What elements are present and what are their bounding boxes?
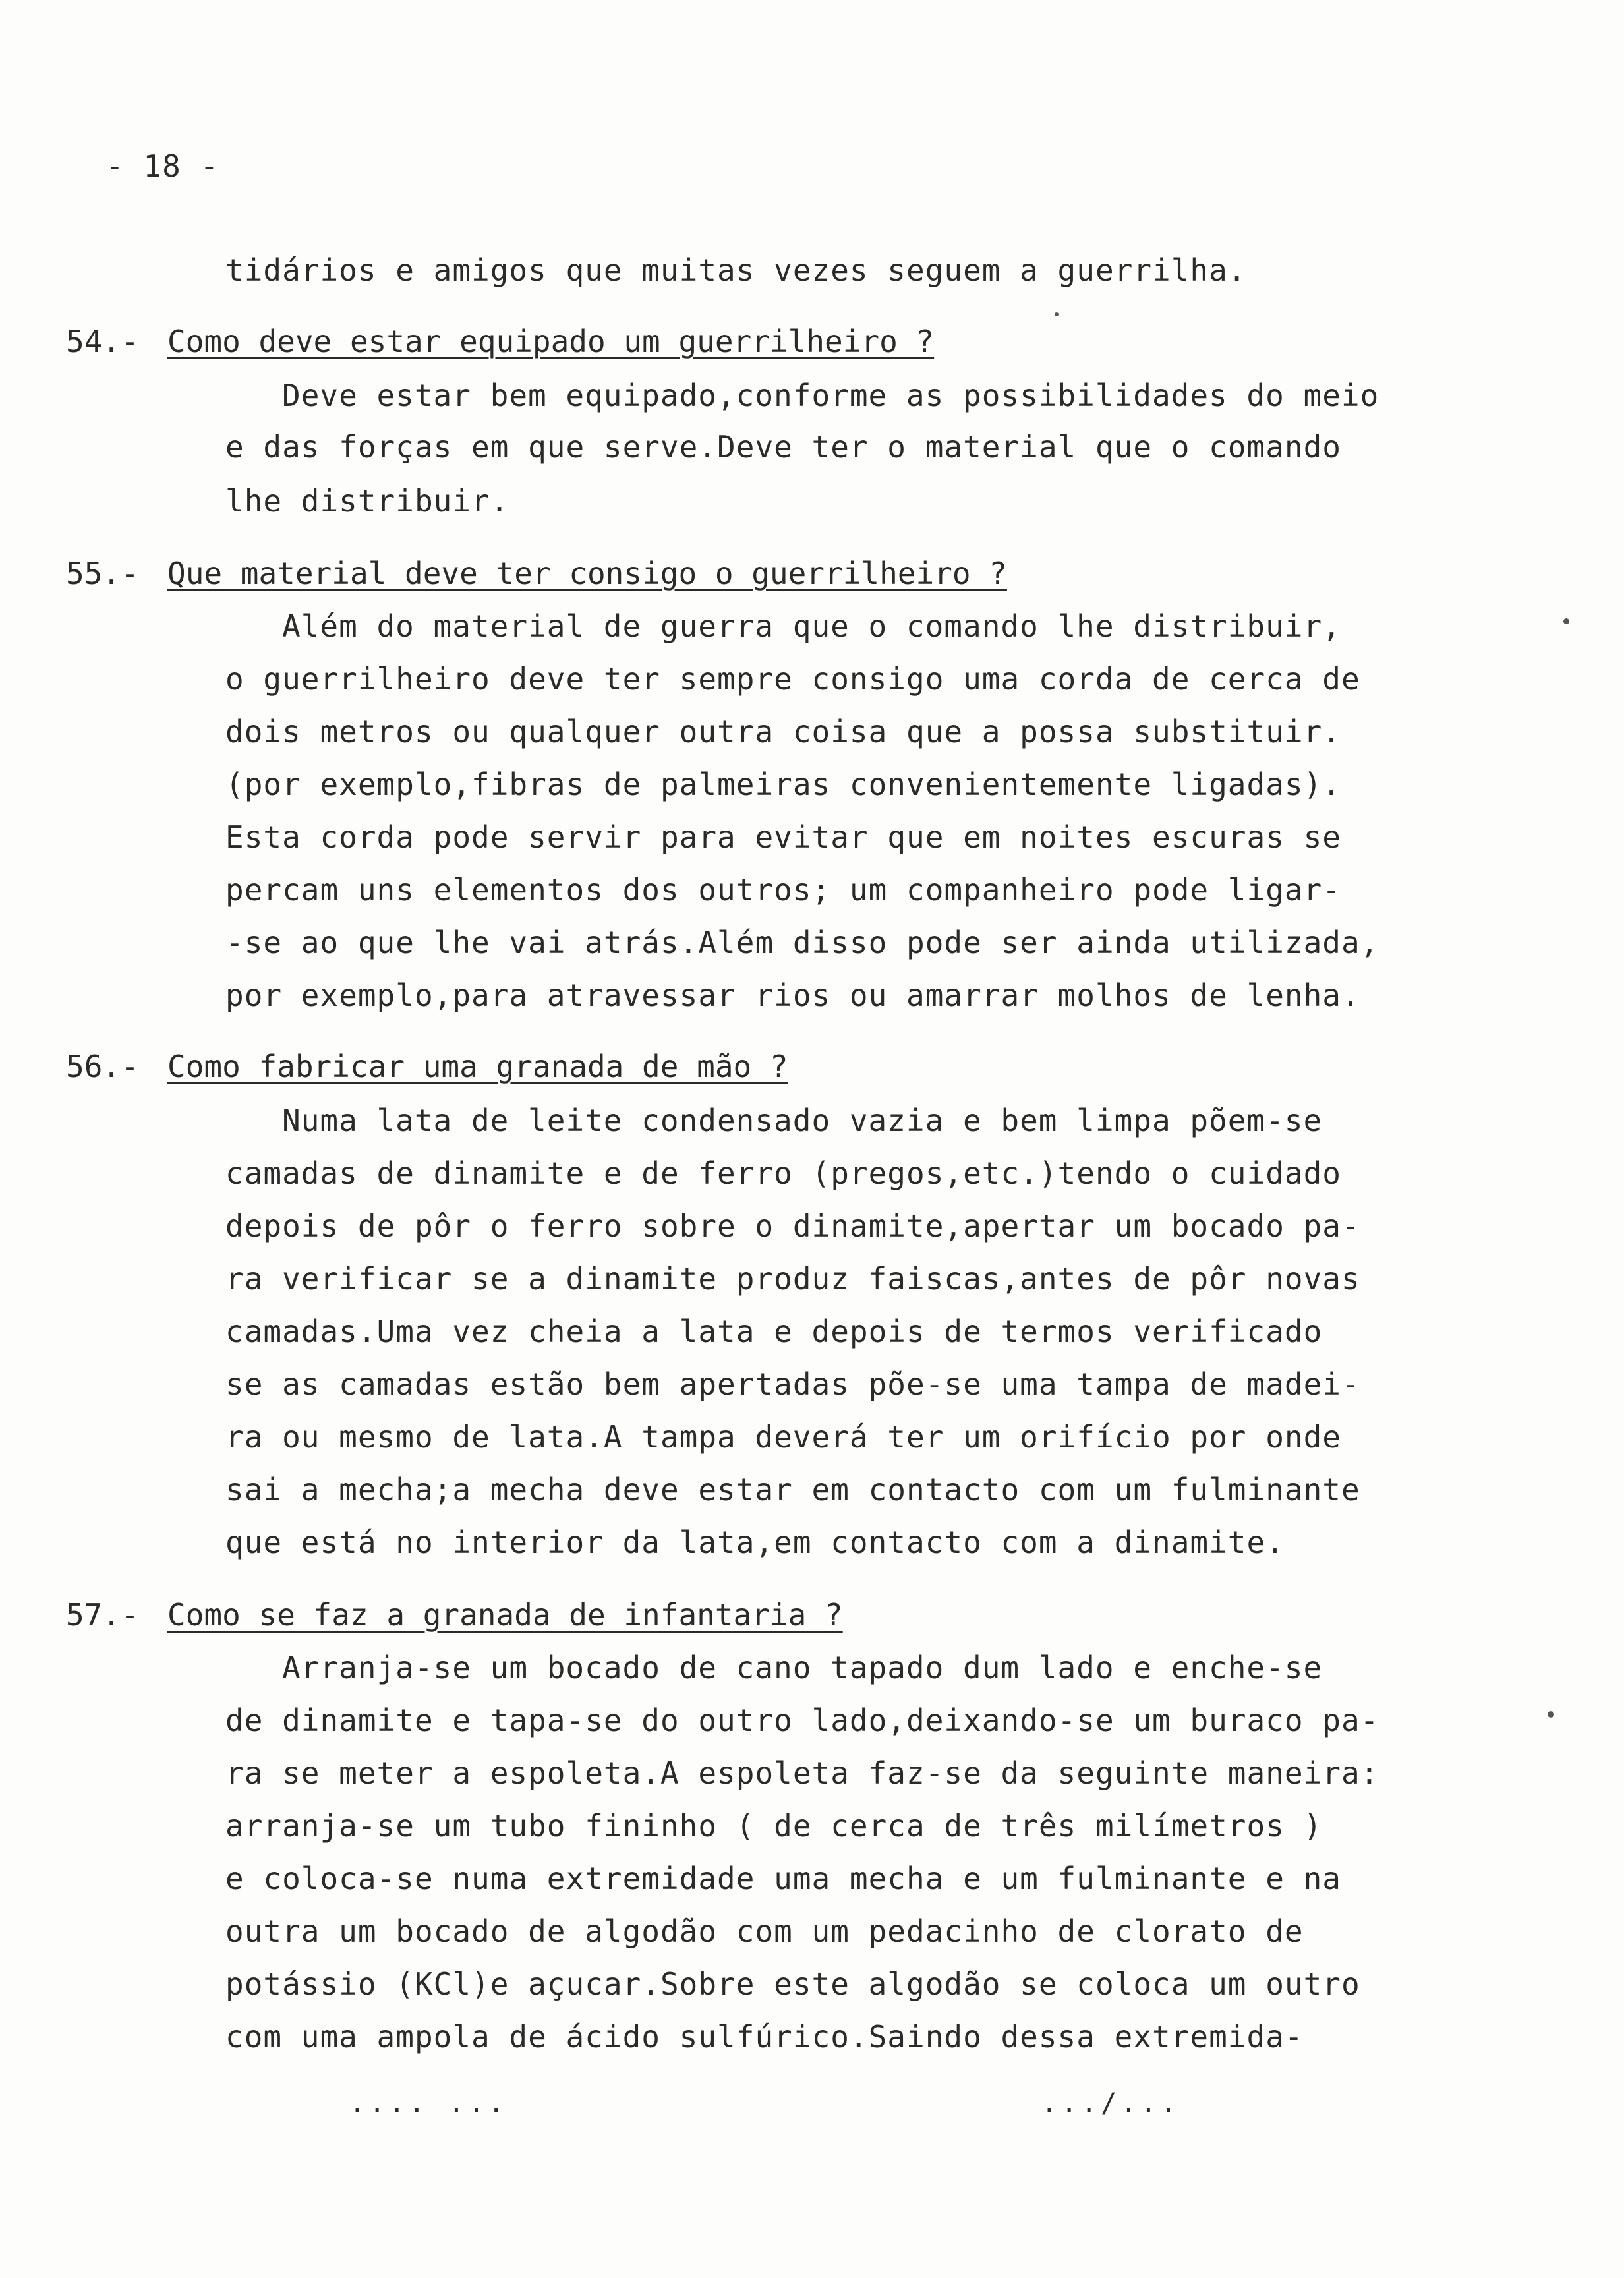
paragraph-line: ra ou mesmo de lata.A tampa deverá ter um orifício por onde: [225, 1419, 1341, 1455]
footer-dots-left: .... ...: [349, 2088, 508, 2118]
question-number-57: 57.-: [66, 1597, 139, 1633]
question-title-56: Como fabricar uma granada de mão ?: [167, 1049, 788, 1084]
paragraph-line: potássio (KCl)e açucar.Sobre este algodão se coloca um outro: [225, 1966, 1360, 2002]
paragraph-line: se as camadas estão bem apertadas põe-se uma tampa de madei-: [225, 1366, 1360, 1402]
paragraph-line: (por exemplo,fibras de palmeiras convenientemente ligadas).: [225, 767, 1341, 802]
question-title-55: Que material deve ter consigo o guerrilheiro ?: [167, 556, 1007, 591]
paragraph-line: depois de pôr o ferro sobre o dinamite,apertar um bocado pa-: [225, 1208, 1360, 1244]
paragraph-line: o guerrilheiro deve ter sempre consigo uma corda de cerca de: [225, 661, 1360, 697]
paragraph-line: por exemplo,para atravessar rios ou amarrar molhos de lenha.: [225, 978, 1360, 1013]
paragraph-line: percam uns elementos dos outros; um companheiro pode ligar-: [225, 872, 1341, 908]
footer-continuation: .../...: [1041, 2088, 1180, 2118]
question-title-57: Como se faz a granada de infantaria ?: [167, 1597, 843, 1633]
paragraph-line: Deve estar bem equipado,conforme as possibilidades do meio: [282, 378, 1379, 413]
question-title-54: Como deve estar equipado um guerrilheiro ?: [167, 324, 935, 359]
paragraph-line: camadas de dinamite e de ferro (pregos,etc.)tendo o cuidado: [225, 1155, 1341, 1191]
paragraph-line: Arranja-se um bocado de cano tapado dum lado e enche-se: [282, 1650, 1323, 1685]
scan-speck: [1563, 618, 1569, 624]
intro-line: tidários e amigos que muitas vezes seguem a guerrilha.: [225, 252, 1247, 288]
paragraph-line: lhe distribuir.: [225, 483, 509, 519]
paragraph-line: -se ao que lhe vai atrás.Além disso pode ser ainda utilizada,: [225, 925, 1379, 960]
page-number: - 18 -: [105, 148, 219, 184]
paragraph-line: outra um bocado de algodão com um pedacinho de clorato de: [225, 1913, 1304, 1949]
paragraph-line: que está no interior da lata,em contacto com a dinamite.: [225, 1525, 1285, 1560]
question-number-55: 55.-: [66, 556, 139, 591]
question-number-56: 56.-: [66, 1049, 139, 1084]
paragraph-line: camadas.Uma vez cheia a lata e depois de termos verificado: [225, 1314, 1323, 1349]
paragraph-line: Numa lata de leite condensado vazia e bem limpa põem-se: [282, 1103, 1323, 1138]
paragraph-line: de dinamite e tapa-se do outro lado,deixando-se um buraco pa-: [225, 1703, 1379, 1738]
scan-speck: [1548, 1711, 1554, 1718]
scan-speck: [1055, 312, 1058, 316]
paragraph-line: ra verificar se a dinamite produz faiscas,antes de pôr novas: [225, 1261, 1360, 1297]
question-number-54: 54.-: [66, 324, 139, 359]
paragraph-line: sai a mecha;a mecha deve estar em contacto com um fulminante: [225, 1472, 1360, 1507]
paragraph-line: arranja-se um tubo fininho ( de cerca de três milímetros ): [225, 1808, 1323, 1844]
paragraph-line: Além do material de guerra que o comando lhe distribuir,: [282, 608, 1341, 644]
paragraph-line: ra se meter a espoleta.A espoleta faz-se da seguinte maneira:: [225, 1755, 1379, 1791]
paragraph-line: Esta corda pode servir para evitar que em noites escuras se: [225, 819, 1341, 855]
paragraph-line: com uma ampola de ácido sulfúrico.Saindo dessa extremida-: [225, 2019, 1304, 2055]
paragraph-line: dois metros ou qualquer outra coisa que a possa substituir.: [225, 714, 1341, 749]
paragraph-line: e coloca-se numa extremidade uma mecha e um fulminante e na: [225, 1861, 1341, 1896]
paragraph-line: e das forças em que serve.Deve ter o material que o comando: [225, 429, 1341, 465]
